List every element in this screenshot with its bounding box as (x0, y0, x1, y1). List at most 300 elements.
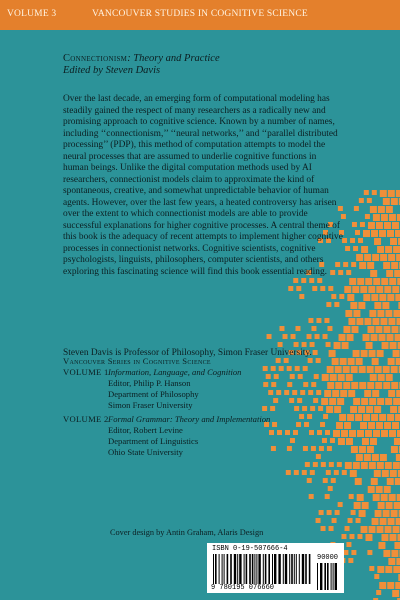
pattern-square (316, 454, 321, 459)
pattern-square (326, 406, 333, 413)
pattern-square (351, 326, 358, 333)
pattern-square (387, 414, 394, 421)
pattern-square (310, 406, 315, 411)
book-subtitle: : Theory and Practice (127, 53, 220, 64)
pattern-square (368, 422, 375, 429)
pattern-square (369, 526, 376, 533)
pattern-square (333, 430, 340, 437)
pattern-square (393, 526, 400, 533)
series-list-title: Vancouver Series in Cognitive Science (63, 356, 211, 366)
pattern-square (377, 462, 384, 469)
pattern-square (383, 382, 390, 389)
pattern-square (381, 430, 388, 437)
pattern-square (345, 462, 352, 469)
pattern-square (393, 566, 400, 573)
pattern-square (369, 566, 374, 571)
pattern-square (364, 190, 369, 195)
pattern-square (292, 390, 297, 395)
pattern-square (395, 478, 400, 485)
pattern-square (360, 286, 367, 293)
pattern-square (391, 382, 398, 389)
pattern-square (384, 422, 391, 429)
pattern-square (286, 470, 291, 475)
pattern-square (389, 214, 396, 221)
pattern-square (271, 382, 276, 387)
pattern-square (297, 398, 302, 403)
pattern-square (374, 238, 381, 245)
pattern-square (317, 430, 322, 435)
pattern-square (369, 462, 376, 469)
pattern-square (294, 470, 299, 475)
pattern-square (372, 190, 377, 195)
pattern-square (395, 294, 400, 301)
pattern-square (321, 462, 326, 467)
pattern-square (343, 262, 348, 267)
pattern-square (350, 470, 357, 477)
pattern-square (388, 390, 395, 397)
pattern-square (396, 254, 400, 261)
pattern-square (344, 286, 351, 293)
pattern-square (383, 366, 390, 373)
pattern-square (363, 294, 370, 301)
pattern-square (316, 318, 321, 323)
pattern-square (316, 390, 321, 395)
pattern-square (324, 390, 331, 397)
pattern-square (308, 318, 313, 323)
series-volume-1-label: VOLUME 1 (63, 367, 109, 377)
pattern-square (357, 430, 364, 437)
pattern-square (327, 446, 332, 451)
barcode-box (207, 543, 344, 593)
pattern-square (288, 286, 293, 291)
pattern-square (370, 270, 377, 277)
pattern-square (335, 382, 342, 389)
pattern-square (326, 302, 331, 307)
pattern-square (349, 278, 356, 285)
pattern-square (362, 502, 369, 509)
pattern-square (352, 222, 357, 227)
pattern-square (381, 214, 388, 221)
pattern-square (367, 198, 372, 203)
pattern-square (341, 430, 348, 437)
pattern-square (372, 358, 379, 365)
pattern-square (300, 390, 305, 395)
pattern-square (358, 302, 365, 309)
pattern-square (370, 206, 377, 213)
description-paragraph: Over the last decade, an emerging form of computational modeling has steadily gained the respect of many researchers as a radically new and promising approach to cognitive science. Known by a number of names, including ‘‘connectionism,’’ ‘‘neural networks,’’ and ‘‘parallel distributed processing’’ (PDP), this method of computation attempts to model the neural processes that are assumed to underlie cognitive functions in human beings. Unlike the digital computation methods used by AI researchers, connectionist models claim to approximate the kind of spontaneous, creative, and somewhat unpredictable behavior of human agents. However, over the last few years, a heated controversy has arisen over the extent to which connectionist models are able to provide successful explanations for higher cognitive processes. A central theme of this book is the adequacy of recent attempts to implement higher cognitive processes in connectionist networks. Cognitive scientists, cognitive psychologists, linguists, philosophers, computer scientists, and others exploring this fascinating science will find this book essential reading. (63, 94, 343, 277)
pattern-square (381, 278, 388, 285)
pattern-square (372, 390, 379, 397)
pattern-square (337, 398, 344, 405)
pattern-square (374, 302, 381, 309)
pattern-square (358, 238, 363, 243)
pattern-square (386, 206, 393, 213)
pattern-square (328, 486, 333, 491)
pattern-square (328, 286, 333, 291)
pattern-square (347, 334, 354, 341)
pattern-square (363, 230, 370, 237)
pattern-square (386, 502, 393, 509)
pattern-square (394, 502, 400, 509)
pattern-square (387, 478, 394, 485)
pattern-square (351, 510, 356, 515)
pattern-square (391, 446, 398, 453)
pattern-square (395, 334, 400, 341)
pattern-square (376, 422, 383, 429)
pattern-square (348, 358, 355, 365)
cover-credit: Cover design by Antin Graham, Alaris Design (110, 528, 264, 537)
pattern-square (382, 342, 389, 349)
pattern-square (350, 302, 357, 309)
pattern-square (357, 494, 364, 501)
pattern-square (383, 198, 390, 205)
pattern-square (393, 350, 400, 357)
pattern-square (388, 318, 395, 325)
pattern-square (355, 230, 360, 235)
pattern-square (385, 398, 392, 405)
pattern-square (384, 286, 391, 293)
pattern-square (395, 230, 400, 237)
pattern-square (296, 422, 301, 427)
pattern-square (394, 270, 400, 277)
pattern-square (348, 390, 355, 397)
pattern-square (376, 222, 383, 229)
pattern-square (352, 286, 359, 293)
pattern-square (385, 310, 392, 317)
pattern-square (331, 294, 336, 299)
pattern-square (368, 486, 375, 493)
pattern-square (375, 326, 382, 333)
pattern-square (327, 326, 332, 331)
pattern-square (340, 358, 347, 365)
pattern-square (318, 406, 323, 411)
series-volume-1-university: Simon Fraser University (108, 400, 193, 410)
pattern-square (295, 326, 300, 331)
pattern-square (379, 230, 386, 237)
pattern-square (373, 430, 380, 437)
pattern-square (385, 526, 392, 533)
pattern-square (361, 246, 368, 253)
pattern-square (329, 350, 336, 357)
pattern-square (359, 510, 366, 517)
pattern-square (293, 430, 298, 435)
pattern-square (332, 518, 337, 523)
pattern-square (311, 326, 316, 331)
pattern-square (373, 494, 380, 501)
pattern-square (390, 238, 397, 245)
pattern-square (325, 494, 330, 499)
pattern-square (332, 390, 339, 397)
pattern-square (313, 398, 318, 403)
pattern-square (377, 310, 384, 317)
pattern-square (391, 326, 398, 333)
pattern-square (303, 446, 308, 451)
pattern-square (321, 398, 328, 405)
pattern-square (364, 254, 371, 261)
pattern-square (314, 374, 319, 379)
pattern-square (320, 422, 325, 427)
pattern-square (392, 590, 399, 597)
pattern-square (316, 518, 321, 523)
pattern-square (356, 518, 361, 523)
pattern-square (395, 582, 400, 589)
pattern-square (388, 190, 395, 197)
pattern-square (307, 414, 312, 419)
pattern-square (309, 430, 314, 435)
pattern-square (323, 414, 328, 419)
pattern-square (294, 406, 299, 411)
pattern-square (396, 358, 400, 365)
pattern-square (273, 398, 278, 403)
pattern-square (294, 342, 299, 347)
pattern-square (393, 310, 400, 317)
pattern-square (374, 470, 381, 477)
isbn-text: ISBN 0-19-507666-4 (212, 545, 288, 553)
pattern-square (367, 326, 374, 333)
pattern-square (375, 382, 382, 389)
pattern-square (285, 430, 290, 435)
pattern-square (287, 446, 292, 451)
pattern-square (334, 406, 341, 413)
pattern-square (353, 398, 360, 405)
pattern-square (324, 318, 329, 323)
series-volume-2-university: Ohio State University (108, 447, 183, 457)
pattern-square (364, 318, 371, 325)
pattern-square (369, 398, 376, 405)
pattern-square (377, 398, 384, 405)
pattern-square (323, 478, 328, 483)
pattern-square (343, 326, 350, 333)
book-editor: Edited by Steven Davis (63, 65, 161, 76)
pattern-square (354, 502, 361, 509)
pattern-square (342, 470, 347, 475)
pattern-square (367, 262, 374, 269)
pattern-square (338, 502, 343, 507)
pattern-square (385, 246, 392, 253)
pattern-square (368, 222, 375, 229)
pattern-square (346, 374, 353, 381)
pattern-square (371, 334, 378, 341)
pattern-square (376, 486, 383, 493)
pattern-square (343, 382, 350, 389)
pattern-square (388, 254, 395, 261)
pattern-square (390, 470, 397, 477)
pattern-square (372, 518, 379, 525)
pattern-square (365, 278, 372, 285)
pattern-square (392, 422, 399, 429)
pattern-square (341, 534, 346, 539)
pattern-square (302, 406, 307, 411)
pattern-square (272, 422, 277, 427)
pattern-square (336, 422, 343, 429)
pattern-square (367, 382, 374, 389)
pattern-square (379, 334, 386, 341)
pattern-square (359, 446, 366, 453)
series-volume-1-editor: Editor, Philip P. Hanson (108, 378, 191, 388)
pattern-square (319, 510, 324, 515)
pattern-square (287, 382, 292, 387)
pattern-square (381, 494, 388, 501)
pattern-square (343, 366, 350, 373)
pattern-square (302, 470, 307, 475)
pattern-square (301, 278, 306, 283)
pattern-square (274, 374, 279, 379)
pattern-square (365, 214, 370, 219)
pattern-square (308, 358, 313, 363)
pattern-square (351, 446, 358, 453)
pattern-square (348, 318, 355, 325)
pattern-square (309, 278, 314, 283)
pattern-square (386, 374, 393, 381)
author-bio: Steven Davis is Professor of Philosophy, Simon Fraser University. (63, 348, 312, 358)
pattern-square (377, 350, 384, 357)
pattern-square (376, 286, 383, 293)
pattern-square (342, 342, 349, 349)
pattern-square (383, 326, 390, 333)
ean-number-text: 9 780195 076660 (211, 584, 275, 592)
pattern-square (371, 230, 378, 237)
pattern-square (377, 246, 384, 253)
pattern-square (326, 342, 331, 347)
pattern-square (368, 286, 375, 293)
pattern-square (298, 374, 303, 379)
pattern-square (351, 382, 358, 389)
pattern-square (371, 414, 378, 421)
pattern-square (276, 358, 281, 363)
pattern-square (356, 254, 363, 261)
pattern-square (383, 510, 390, 517)
book-title: Connectionism (63, 53, 128, 64)
pattern-square (367, 366, 374, 373)
pattern-square (309, 494, 314, 499)
pattern-square (284, 358, 289, 363)
pattern-square (357, 278, 364, 285)
pattern-square (396, 318, 400, 325)
pattern-square (296, 286, 301, 291)
pattern-square (375, 510, 382, 517)
pattern-square (380, 518, 387, 525)
pattern-square (395, 414, 400, 421)
pattern-square (268, 390, 273, 395)
pattern-square (299, 414, 304, 419)
pattern-square (367, 446, 374, 453)
pattern-square (316, 358, 321, 363)
pattern-square (379, 294, 386, 301)
pattern-square (377, 566, 384, 573)
pattern-square (357, 534, 362, 539)
pattern-square (376, 590, 381, 595)
pattern-square (287, 366, 292, 371)
pattern-square (367, 550, 372, 555)
pattern-square (372, 318, 379, 325)
pattern-square (363, 334, 370, 341)
pattern-square (394, 542, 400, 549)
pattern-square (364, 390, 371, 397)
pattern-square (267, 334, 272, 339)
pattern-square (380, 190, 387, 197)
pattern-square (391, 550, 398, 557)
pattern-square (339, 414, 346, 421)
pattern-square (369, 350, 376, 357)
pattern-square (327, 366, 334, 373)
pattern-square (350, 406, 357, 413)
pattern-square (310, 470, 315, 475)
pattern-square (366, 406, 373, 413)
pattern-square (360, 422, 367, 429)
pattern-square (307, 334, 312, 339)
pattern-square (329, 526, 334, 531)
pattern-square (319, 446, 324, 451)
pattern-square (271, 446, 276, 451)
pattern-square (361, 398, 368, 405)
pattern-square (355, 478, 362, 485)
pattern-square (363, 414, 370, 421)
pattern-square (375, 366, 382, 373)
pattern-square (307, 478, 312, 483)
pattern-square (313, 462, 318, 467)
pattern-square (304, 422, 309, 427)
series-volume-1-department: Department of Philosophy (108, 389, 199, 399)
pattern-square (393, 246, 400, 253)
pattern-square (349, 494, 354, 499)
pattern-square (348, 558, 353, 563)
pattern-square (295, 366, 300, 371)
pattern-square (377, 526, 384, 533)
pattern-square (290, 438, 295, 443)
pattern-square (279, 366, 284, 371)
pattern-square (340, 390, 347, 397)
pattern-square (391, 510, 398, 517)
pattern-square (393, 462, 400, 469)
pattern-square (329, 398, 336, 405)
series-volume-2-department: Department of Linguistics (108, 436, 199, 446)
pattern-square (311, 382, 316, 387)
pattern-square (343, 550, 348, 555)
pattern-square (380, 454, 387, 461)
pattern-square (387, 334, 394, 341)
pattern-square (382, 302, 389, 309)
pattern-square (344, 422, 351, 429)
pattern-square (329, 462, 334, 467)
pattern-square (303, 366, 308, 371)
pattern-square (345, 310, 352, 317)
pattern-square (391, 262, 398, 269)
pattern-square (390, 342, 397, 349)
pattern-square (302, 342, 307, 347)
pattern-square (353, 310, 360, 317)
pattern-square (353, 350, 360, 357)
pattern-square (379, 414, 386, 421)
book-heading (63, 53, 220, 77)
pattern-square (365, 430, 372, 437)
pattern-square (384, 486, 391, 493)
pattern-square (361, 526, 368, 533)
pattern-square (351, 262, 356, 267)
pattern-square (386, 270, 393, 277)
pattern-square (378, 542, 385, 549)
pattern-square (396, 390, 400, 397)
pattern-square (290, 374, 295, 379)
pattern-square (320, 286, 325, 291)
pattern-square (334, 342, 341, 349)
pattern-square (387, 294, 394, 301)
pattern-square (351, 550, 356, 555)
pattern-square (289, 398, 294, 403)
pattern-square (327, 382, 334, 389)
pattern-square (392, 286, 399, 293)
pattern-square (332, 358, 339, 365)
pattern-square (378, 374, 385, 381)
